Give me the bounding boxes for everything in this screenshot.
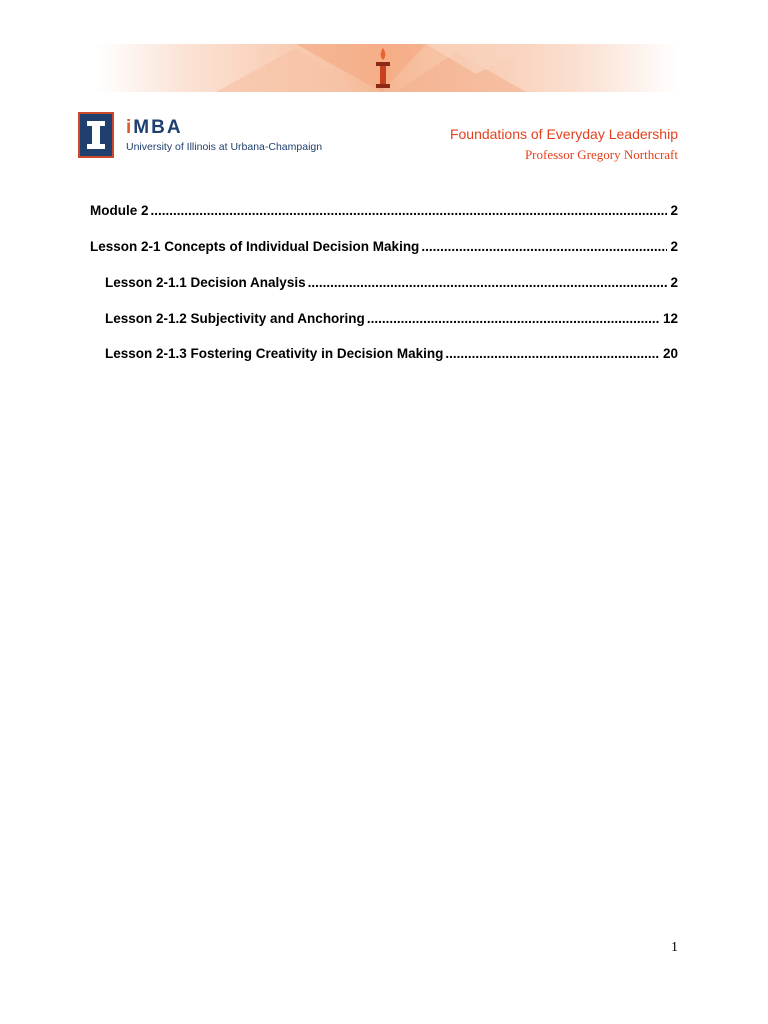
toc-leader-dots <box>445 345 660 363</box>
toc-leader-dots <box>421 238 667 256</box>
block-i-glyph <box>80 114 112 156</box>
imba-logo-rest: MBA <box>133 117 183 138</box>
toc-entry-label: Module 2 <box>90 203 149 218</box>
toc-entry-page: 12 <box>662 311 678 326</box>
university-name: University of Illinois at Urbana-Champaign <box>126 141 323 153</box>
professor-name: Professor Gregory Northcraft <box>524 147 678 162</box>
toc-leader-dots <box>367 310 660 328</box>
toc-entry-module[interactable] <box>90 202 678 220</box>
toc-entry-page: 2 <box>670 203 678 218</box>
toc-entry-page: 20 <box>662 346 678 361</box>
course-title: Foundations of Everyday Leadership <box>449 126 678 142</box>
toc-entry-lesson-2-1-2[interactable] <box>105 310 678 328</box>
header-banner <box>96 44 678 92</box>
imba-logo-text <box>126 118 183 137</box>
toc-entry-lesson-2-1-3[interactable] <box>105 345 678 363</box>
page-number: 1 <box>671 940 678 955</box>
toc-leader-dots <box>151 202 668 220</box>
toc-entry-label: Lesson 2-1.3 Fostering Creativity in Decision Making <box>105 346 444 361</box>
toc-leader-dots <box>308 274 668 292</box>
toc-entry-label: Lesson 2-1 Concepts of Individual Decision Making <box>90 239 420 254</box>
toc-entry-page: 2 <box>670 275 678 290</box>
toc-entry-label: Lesson 2-1.2 Subjectivity and Anchoring <box>105 311 365 326</box>
imba-logo-i: i <box>126 117 134 138</box>
toc-entry-lesson-2-1[interactable] <box>90 238 678 256</box>
illinois-block-i-icon <box>78 112 114 158</box>
toc-entry-page: 2 <box>670 239 678 254</box>
toc-entry-lesson-2-1-1[interactable] <box>105 274 678 292</box>
toc-entry-label: Lesson 2-1.1 Decision Analysis <box>105 275 306 290</box>
